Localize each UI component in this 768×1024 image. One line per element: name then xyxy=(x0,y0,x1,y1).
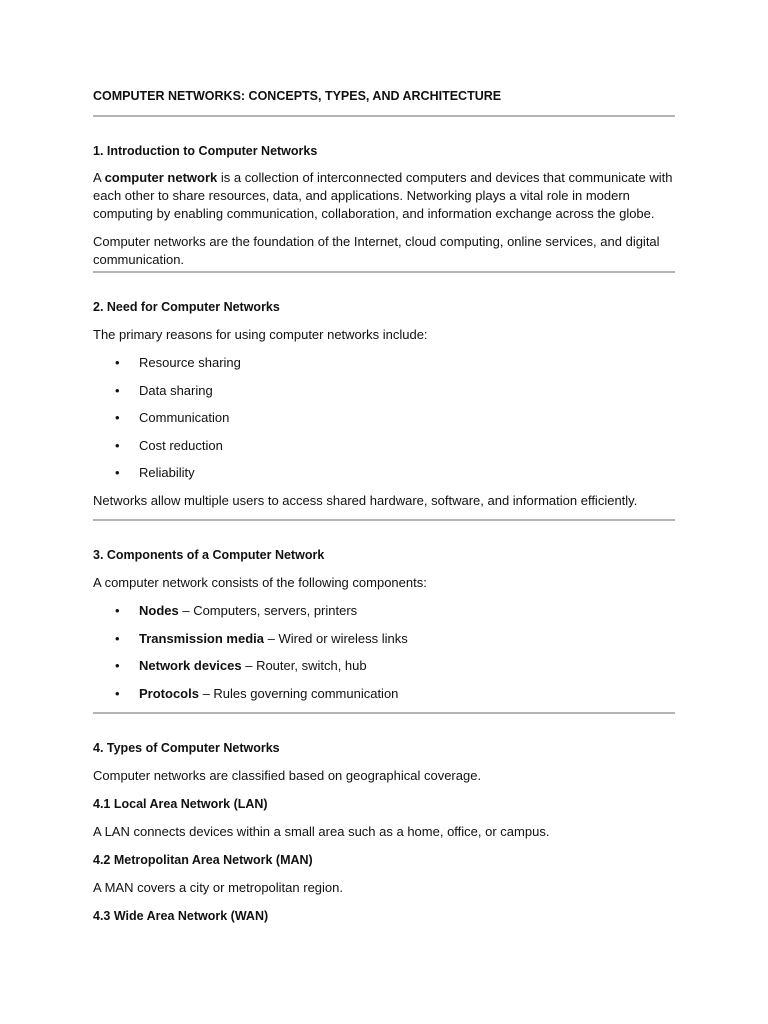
subheading-lan: 4.1 Local Area Network (LAN) xyxy=(93,796,268,811)
bullet-icon: • xyxy=(115,437,120,453)
bullet-icon: • xyxy=(115,630,120,646)
lan-text: A LAN connects devices within a small area such as a home, office, or campus. xyxy=(93,823,550,839)
section-divider xyxy=(93,712,675,714)
intro-paragraph-rest: is a collection of interconnected computers and devices that communicate with each other to share resources, data, and applications. Networking plays a vital role in modern computing by enabling communication, collaboration, and information exchange across the globe. xyxy=(93,170,673,221)
bullet-icon: • xyxy=(115,603,120,618)
need-intro: The primary reasons for using computer networks include: xyxy=(93,327,428,342)
components-list xyxy=(93,602,675,703)
section-divider xyxy=(93,271,675,273)
term-computer-network: computer network xyxy=(104,170,218,185)
document-body xyxy=(93,86,675,925)
intro-paragraph-2: Computer networks are the foundation of the Internet, cloud computing, online services, and digital communication. xyxy=(93,234,660,267)
list-item-text: Communication xyxy=(139,410,230,425)
types-intro: Computer networks are classified based on geographical coverage. xyxy=(93,767,482,783)
section-heading-components: 3. Components of a Computer Network xyxy=(93,548,325,562)
bullet-icon: • xyxy=(115,355,120,370)
component-desc: – Wired or wireless links xyxy=(264,630,408,646)
section-heading-introduction: 1. Introduction to Computer Networks xyxy=(93,144,318,158)
list-item xyxy=(93,630,675,648)
subheading-man: 4.2 Metropolitan Area Network (MAN) xyxy=(93,852,313,867)
section-divider xyxy=(93,519,675,521)
list-item xyxy=(93,437,675,455)
list-item xyxy=(93,602,675,620)
bullet-icon: • xyxy=(115,658,120,673)
component-term: Protocols xyxy=(139,685,199,701)
list-item-text: Resource sharing xyxy=(139,355,241,370)
intro-paragraph xyxy=(93,169,675,223)
list-item xyxy=(93,464,675,482)
man-text: A MAN covers a city or metropolitan region. xyxy=(93,879,343,895)
list-item xyxy=(93,382,675,400)
component-term: Transmission media xyxy=(139,630,264,646)
component-desc: – Computers, servers, printers xyxy=(178,603,358,618)
section-heading-need: 2. Need for Computer Networks xyxy=(93,300,280,314)
section-heading-types: 4. Types of Computer Networks xyxy=(93,740,280,755)
subheading-wan: 4.3 Wide Area Network (WAN) xyxy=(93,908,269,923)
list-item-text: Reliability xyxy=(139,465,195,480)
need-list xyxy=(93,354,675,482)
bullet-icon: • xyxy=(115,685,120,701)
document-title: COMPUTER NETWORKS: CONCEPTS, TYPES, AND ARCHITECTURE xyxy=(93,89,502,103)
list-item xyxy=(93,354,675,372)
list-item xyxy=(93,657,675,675)
component-desc: – Router, switch, hub xyxy=(241,658,367,673)
intro-paragraph-lead: A xyxy=(93,170,105,185)
need-outro: Networks allow multiple users to access shared hardware, software, and information efficiently. xyxy=(93,493,638,508)
bullet-icon: • xyxy=(115,465,120,480)
list-item xyxy=(93,409,675,427)
list-item-text: Cost reduction xyxy=(139,437,223,453)
bullet-icon: • xyxy=(115,410,120,425)
component-term: Nodes xyxy=(139,603,179,618)
list-item xyxy=(93,685,675,703)
components-intro: A computer network consists of the following components: xyxy=(93,575,427,590)
list-item-text: Data sharing xyxy=(139,382,213,398)
component-desc: – Rules governing communication xyxy=(198,685,399,701)
component-term: Network devices xyxy=(139,658,242,673)
bullet-icon: • xyxy=(115,382,120,398)
section-divider xyxy=(93,115,675,117)
